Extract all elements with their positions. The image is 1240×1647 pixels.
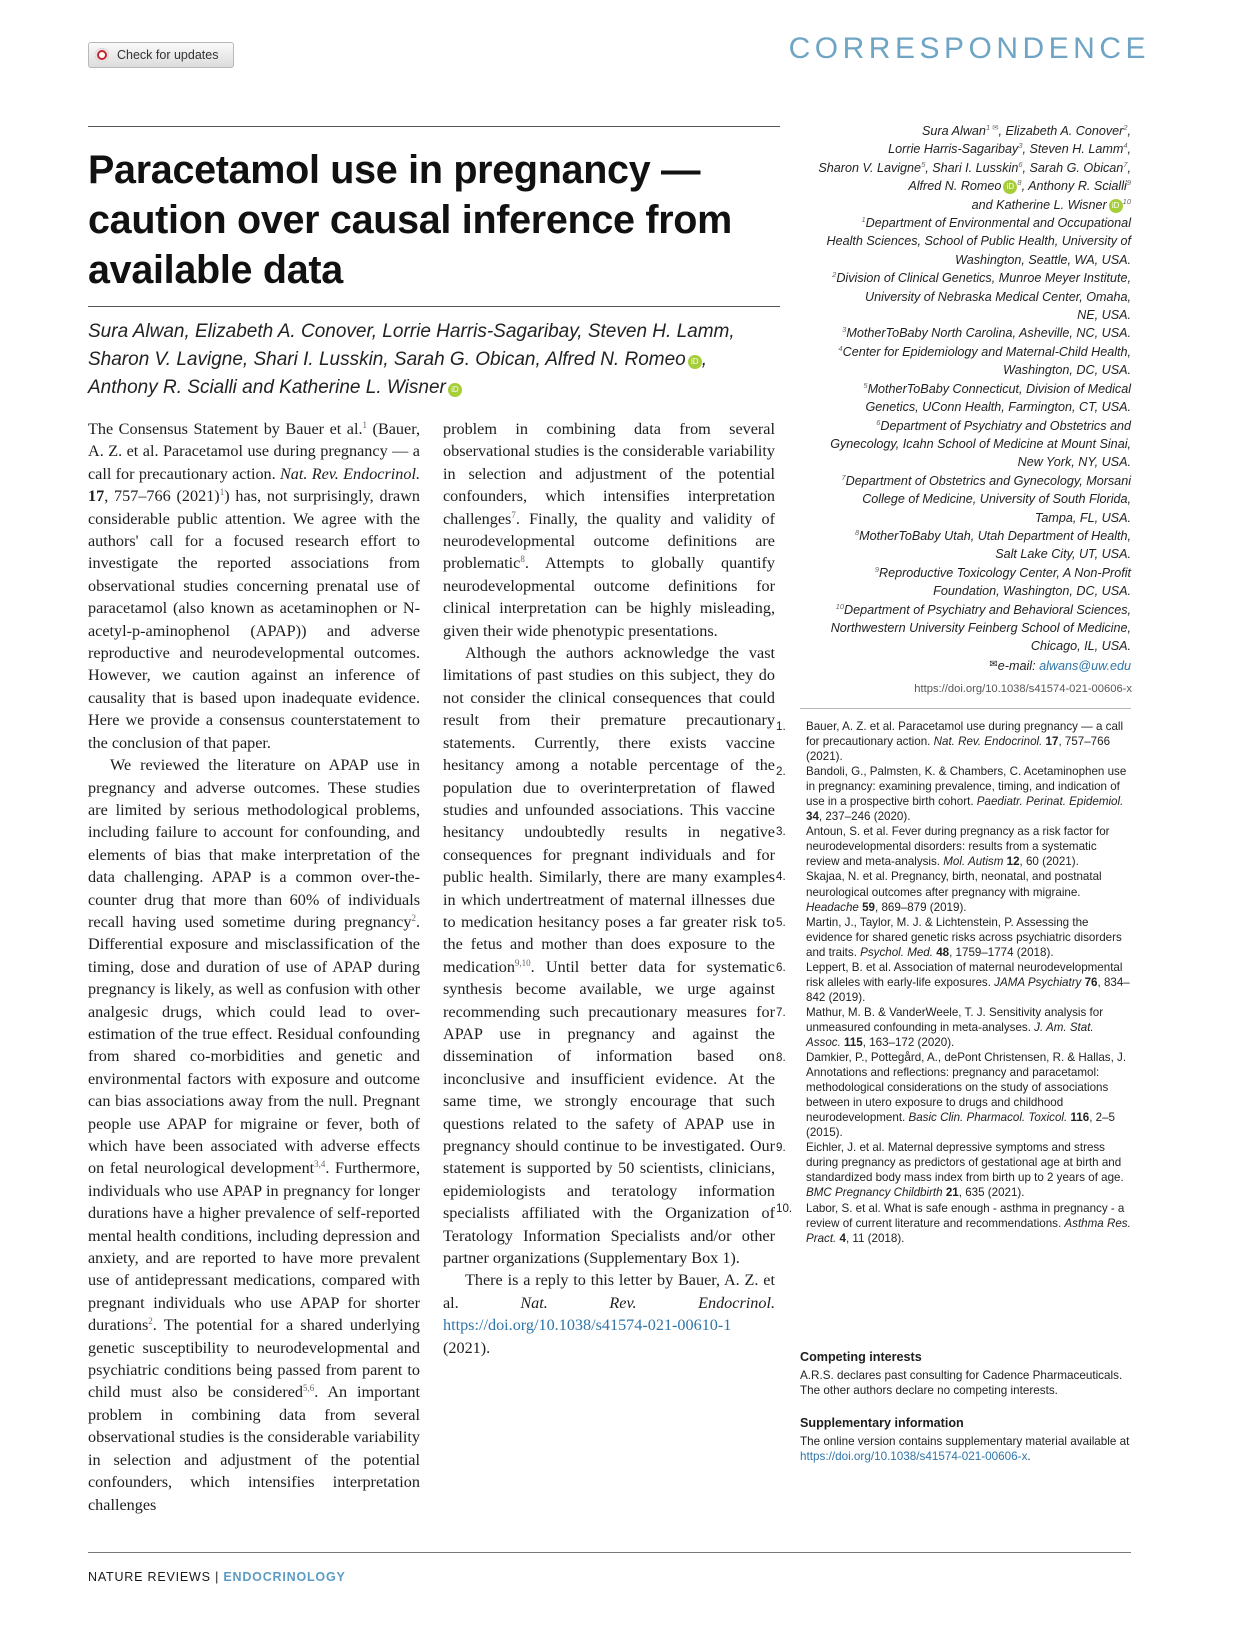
journal-name: Paediatr. Perinat. Epidemiol.	[976, 795, 1124, 809]
text: There is a reply to this letter by Bauer, A. Z. et al.	[443, 1271, 775, 1312]
journal-name: ENDOCRINOLOGY	[223, 1570, 346, 1584]
reference-text	[806, 915, 1131, 960]
affiliation-author-line	[780, 196, 1131, 214]
reference-item	[776, 1140, 1131, 1200]
volume: 21	[945, 1186, 959, 1200]
affiliation-line	[780, 251, 1131, 269]
reference-number: 4.	[776, 870, 786, 884]
volume: 34	[806, 810, 819, 824]
affiliation-line	[780, 398, 1131, 416]
paragraph-3	[443, 642, 775, 1269]
reference-number: 8.	[776, 1051, 786, 1065]
affiliation-number: 9	[874, 564, 879, 574]
affiliation-line	[780, 417, 1131, 435]
affiliation-text: Reproductive Toxicology Center, A Non-Profit	[879, 565, 1131, 580]
text: .	[1027, 1450, 1031, 1464]
affiliation-line	[780, 380, 1131, 398]
affiliation-line	[780, 214, 1131, 232]
author-name: , Sarah G. Obican	[1022, 160, 1124, 175]
title-line: available data	[88, 248, 343, 292]
doi-link[interactable]: https://doi.org/10.1038/s41574-021-00606-x	[914, 683, 1132, 695]
email-link[interactable]: alwans@uw.edu	[1039, 658, 1131, 673]
author-line-text: Anthony R. Scialli and Katherine L. Wisner	[88, 377, 446, 398]
text: The online version contains supplementary material available at	[800, 1435, 1130, 1448]
affiliation-text: College of Medicine, University of South Florida,	[862, 492, 1131, 507]
affiliation-number: 7	[841, 472, 846, 482]
citation[interactable]: 8	[520, 554, 525, 565]
author-name: , Steven H. Lamm	[1022, 142, 1124, 157]
text: , 757–766 (2021)	[104, 487, 220, 506]
text: . Until better data for systematic synthesis become available, we urge against recommending such precautionary measures for APAP use in pregnancy and against the dissemination of information based on inconclusive and insufficient evidence. At the same time, we strongly encourage that such questions related to the safety of APAP use in pregnancy should continue to be investigated. Our statement is supported by 50 scientists, clinicians, epidemiologists and teratology information specialists affiliated with the Organization of Teratology Information Specialists and/or other partner organizations (Supplementary Box 1).	[443, 957, 775, 1268]
text: , 834–842 (2019).	[806, 975, 1130, 1004]
affiliation-number[interactable]: 6	[1018, 159, 1023, 169]
separator: |	[210, 1570, 224, 1584]
affiliation-line	[780, 288, 1131, 306]
affiliation-number: 1	[861, 215, 866, 225]
supplementary-heading: Supplementary information	[800, 1416, 964, 1430]
reference-text	[806, 719, 1131, 764]
reference-list	[776, 719, 1131, 1246]
reference-number: 1.	[776, 720, 786, 733]
text: . Attempts to globally quantify neurodevelopmental outcome definitions for clinical interpretation can be highly misleading, given their wide phenotypic presentations.	[443, 554, 775, 640]
affiliation-text: Northwestern University Feinberg School of Medicine,	[830, 620, 1131, 635]
reference-text	[806, 1201, 1131, 1246]
affiliation-line	[780, 269, 1131, 287]
orcid-icon[interactable]: iD	[1003, 180, 1017, 194]
affiliation-author-line	[780, 140, 1131, 158]
reference-item	[776, 960, 1131, 1005]
text: , 163–172 (2020).	[862, 1035, 955, 1049]
title-bottom-rule	[88, 306, 780, 307]
volume: 116	[1070, 1111, 1090, 1125]
text: . Finally, the quality and validity of neurodevelopmental outcome definitions are problematic	[443, 509, 775, 573]
journal-name: Headache	[806, 900, 859, 914]
text: (2021).	[443, 1338, 491, 1357]
citation[interactable]: 2	[411, 912, 416, 923]
author-line-end: ,	[701, 349, 708, 370]
affiliation-text: Department of Obstetrics and Gynecology, Morsani	[845, 473, 1131, 488]
reference-number: 6.	[776, 960, 786, 974]
author-line	[88, 374, 788, 402]
text: , 11 (2018).	[845, 1231, 905, 1245]
author-name: Sura Alwan	[922, 124, 986, 138]
volume: 17	[88, 487, 105, 506]
reference-item	[776, 1050, 1131, 1140]
paragraph-2-continued	[443, 418, 775, 642]
affiliation-text: Gynecology, Icahn School of Medicine at Mount Sinai,	[830, 436, 1131, 451]
affiliation-text: Department of Psychiatry and Behavioral Sciences,	[844, 602, 1131, 617]
citation[interactable]: 3,4	[314, 1159, 326, 1170]
text: . The potential for a shared underlying genetic susceptibility to neurodevelopmental and psychiatric conditions being passed from parent to child must also be considered	[88, 1316, 420, 1402]
email-line	[780, 656, 1131, 675]
orcid-icon[interactable]: iD	[1109, 199, 1123, 213]
volume: 17	[1045, 735, 1059, 749]
reference-item	[776, 719, 1131, 764]
affiliation-line	[780, 564, 1131, 582]
reference-item	[776, 1005, 1131, 1050]
text: Leppert, B. et al. Association of maternal neurodevelopmental risk alleles with early-life exposures.	[806, 960, 1123, 989]
affiliation-line	[780, 637, 1131, 655]
email-label: e-mail:	[997, 658, 1040, 673]
author-name: ,	[1127, 142, 1131, 157]
affiliation-text: NE, USA.	[1077, 308, 1131, 323]
affiliation-text: Chicago, IL, USA.	[1030, 639, 1131, 654]
author-name: , Elizabeth A. Conover	[998, 124, 1124, 138]
affiliation-author-line	[780, 177, 1131, 195]
check-for-updates-button[interactable]	[88, 42, 234, 68]
affiliation-line	[780, 343, 1131, 361]
body-column-1	[88, 418, 421, 1514]
journal-name: Nat. Rev. Endocrinol.	[280, 464, 421, 483]
volume: 12	[1006, 855, 1020, 869]
paragraph-1	[88, 418, 420, 754]
affiliation-line	[780, 472, 1131, 490]
text: , 869–879 (2019).	[875, 900, 967, 914]
publisher-name: NATURE REVIEWS	[88, 1570, 211, 1584]
journal-name: JAMA Psychiatry	[994, 975, 1082, 989]
reference-item	[776, 764, 1131, 824]
text: , 1759–1774 (2018).	[949, 945, 1054, 959]
reference-item	[776, 1201, 1131, 1246]
text: Skajaa, N. et al. Pregnancy, birth, neonatal, and postnatal neurological outcomes after pregnancy with migraine.	[806, 870, 1102, 899]
affiliation-author-line	[780, 159, 1131, 177]
affiliation-text: Washington, Seattle, WA, USA.	[955, 252, 1131, 267]
volume: 76	[1084, 975, 1098, 989]
text: . Differential exposure and misclassification of the timing, dose and duration of use of APAP during pregnancy is likely, as well as confusion with other analgesic drugs, which could lead to over-estimation of the true effect. Residual confounding from shared co-morbidities and genetic and environmental factors with exposure and outcome can bias associations away from the null. Pregnant people use APAP for migraine or fever, both of which have been associated with adverse effects on fetal neurological development	[88, 912, 420, 1178]
affiliation-number: 5	[863, 380, 868, 390]
affiliation-line	[780, 527, 1131, 545]
orcid-icon[interactable]: iD	[688, 355, 702, 369]
affiliation-number: 3	[842, 325, 847, 335]
text: We reviewed the literature on APAP use in pregnancy and adverse outcomes. These studies are limited by serious methodological problems, including failure to account for confounding, and elements of bias that make interpretation of the data challenging. APAP is a common over-the-counter drug that more than 60% of individuals recall having used sometime during pregnancy	[88, 756, 420, 931]
reference-item	[776, 869, 1131, 914]
affiliation-text: Salt Lake City, UT, USA.	[995, 547, 1131, 562]
affiliation-line	[780, 582, 1131, 600]
affiliation-author-line	[780, 122, 1131, 140]
text: Bandoli, G., Palmsten, K. & Chambers, C. Acetaminophen use in pregnancy: examining prevalence, timing, and indication of use in a prospective birth cohort.	[806, 765, 1127, 809]
affiliation-number[interactable]: 3	[1018, 141, 1023, 151]
text: Labor, S. et al. What is safe enough - asthma in pregnancy - a review of current literature and recommendations.	[806, 1201, 1125, 1230]
citation[interactable]: 9,10	[514, 957, 531, 968]
reply-link[interactable]: https://doi.org/10.1038/s41574-021-00610-1	[443, 1316, 732, 1335]
supplementary-text	[800, 1434, 1140, 1464]
journal-name: Psychol. Med.	[860, 945, 933, 959]
affiliation-text: Division of Clinical Genetics, Munroe Meyer Institute,	[836, 271, 1131, 286]
reference-number: 5.	[776, 915, 786, 929]
affiliation-number: 8	[854, 527, 860, 537]
affiliation-text: MotherToBaby North Carolina, Asheville, NC, USA.	[846, 326, 1131, 341]
journal-name: Mol. Autism	[943, 855, 1004, 869]
reference-text	[806, 960, 1131, 1005]
footer-rule	[88, 1552, 1131, 1553]
text: problem in combining data from several observational studies is the considerable variability in selection and adjustment of the potential confounders, which intensifies interpretation challenges	[443, 420, 775, 528]
article-title	[88, 145, 788, 295]
author-name: and Katherine L. Wisner	[971, 197, 1107, 212]
author-list	[88, 318, 788, 402]
reference-text	[806, 1005, 1131, 1050]
affiliation-line	[780, 490, 1131, 508]
volume: 115	[844, 1035, 863, 1049]
reference-text	[806, 824, 1131, 869]
affiliation-text: Department of Environmental and Occupational	[865, 216, 1131, 231]
affiliation-text: Department of Psychiatry and Obstetrics and	[880, 418, 1131, 433]
text: . Furthermore, individuals who use APAP in pregnancy for longer durations have a higher prevalence of self-reported mental health conditions, including depression and anxiety, and are reported to have more prevalent use of antidepressant medications, compared with pregnant individuals who use APAP for shorter durations	[88, 1159, 420, 1335]
affiliation-text: MotherToBaby Connecticut, Division of Medical	[867, 381, 1131, 396]
text: . An important problem in combining data from several observational studies is the considerable variability in selection and adjustment of the potential confounders, which intensifies interpretation challenges	[88, 1383, 420, 1514]
check-for-updates-label: Check for updates	[117, 48, 219, 62]
affiliation-number[interactable]: 7	[1123, 159, 1128, 169]
text: The Consensus Statement by Bauer et al.	[88, 420, 363, 438]
affiliation-number: 6	[876, 417, 881, 427]
affiliation-number[interactable]: 1 ✉	[985, 123, 999, 132]
author-line-text: Sharon V. Lavigne, Shari I. Lusskin, Sarah G. Obican, Alfred N. Romeo	[88, 349, 686, 370]
reference-item	[776, 824, 1131, 869]
text: Antoun, S. et al. Fever during pregnancy as a risk factor for neurodevelopmental disorders: results from a systematic review and meta-analysis.	[806, 825, 1110, 869]
affiliations-block	[780, 122, 1131, 675]
supplementary-link[interactable]: https://doi.org/10.1038/s41574-021-00606-x	[800, 1450, 1028, 1464]
orcid-icon[interactable]: iD	[448, 383, 462, 397]
affiliation-number: 2	[832, 270, 837, 280]
affiliation-text: MotherToBaby Utah, Utah Department of Health,	[859, 528, 1131, 543]
affiliation-number[interactable]: 10	[1122, 196, 1131, 206]
affiliation-line	[780, 453, 1131, 471]
text: Although the authors acknowledge the vast limitations of past studies on this subject, they do not consider the clinical consequences that could result from their premature precautionary statements. Currently, there exists vaccine hesitancy among a notable percentage of the population due to overinterpretation of flawed studies and unfounded associations. This vaccine hesitancy undoubtedly results in negative consequences for pregnant individuals and for public health. Similarly, there are many examples in which undertreatment of maternal illnesses due to medication hesitancy poses a far greater risk to the fetus and mother than does exposure to the medication	[443, 644, 775, 976]
text: Martin, J., Taylor, M. J. & Lichtenstein, P. Assessing the evidence for shared genetic risks across psychiatric disorders and traits.	[806, 915, 1122, 959]
reference-number: 7.	[776, 1005, 786, 1019]
affiliation-text: New York, NY, USA.	[1017, 455, 1131, 470]
volume: 59	[862, 900, 875, 914]
affiliation-number[interactable]: 5	[921, 159, 926, 169]
affiliation-line	[780, 619, 1131, 637]
affiliation-number: 4	[838, 343, 843, 353]
affiliation-line	[780, 361, 1131, 379]
affiliation-text: Genetics, UConn Health, Farmington, CT, USA.	[865, 400, 1131, 415]
footer	[88, 1570, 346, 1584]
envelope-icon: ✉	[989, 658, 998, 670]
reference-number: 10.	[776, 1201, 793, 1215]
affiliation-number[interactable]: 8	[1017, 178, 1022, 188]
reference-text	[806, 1140, 1131, 1200]
text: , 757–766 (2021).	[806, 735, 1111, 764]
reference-text	[806, 869, 1131, 914]
affiliation-number[interactable]: 9	[1126, 178, 1131, 188]
affiliation-text: University of Nebraska Medical Center, Omaha,	[865, 289, 1131, 304]
journal-name: Basic Clin. Pharmacol. Toxicol.	[908, 1111, 1068, 1125]
reference-number: 3.	[776, 825, 786, 839]
reference-item	[776, 915, 1131, 960]
text: Mathur, M. B. & VanderWeele, T. J. Sensitivity analysis for unmeasured confounding in meta-analyses.	[806, 1005, 1104, 1034]
author-name: ,	[1127, 124, 1131, 138]
references-rule	[800, 708, 1131, 709]
author-name: ,	[1127, 160, 1131, 175]
paragraph-4	[443, 1269, 775, 1359]
volume: 48	[936, 945, 950, 959]
competing-interests-text: A.R.S. declares past consulting for Cadence Pharmaceuticals. The other authors declare no competing interests.	[800, 1369, 1123, 1398]
citation[interactable]: 1	[219, 487, 225, 498]
author-line	[88, 346, 788, 374]
affiliation-text: Foundation, Washington, DC, USA.	[933, 584, 1131, 599]
title-line: caution over causal inference from	[88, 198, 732, 242]
affiliation-line	[780, 601, 1131, 619]
volume: 4	[839, 1231, 846, 1245]
affiliation-line	[780, 509, 1131, 527]
journal-name: Asthma Res. Pract.	[806, 1216, 1131, 1245]
citation[interactable]: 1	[362, 420, 368, 430]
journal-name: Nat. Rev. Endocrinol.	[933, 735, 1043, 749]
citation[interactable]: 5,6	[303, 1383, 315, 1394]
citation[interactable]: 7	[511, 509, 516, 520]
reference-text	[806, 1050, 1131, 1140]
text: (Bauer, A. Z. et al. Paracetamol use during pregnancy — a call for precautionary action.	[88, 420, 420, 483]
affiliation-line	[780, 545, 1131, 563]
affiliation-text: Tampa, FL, USA.	[1034, 510, 1131, 525]
reference-number: 2.	[776, 765, 786, 779]
text: Damkier, P., Pottegård, A., dePont Christensen, R. & Hallas, J. Annotations and reflections: pregnancy and paracetamol: methodological considerations on the study of associations between in utero exposure to drugs and childhood neurodevelopment.	[806, 1051, 1127, 1125]
affiliation-number: 10	[835, 601, 844, 611]
author-name: Lorrie Harris-Sagaribay	[888, 142, 1019, 157]
section-label: CORRESPONDENCE	[788, 32, 1150, 65]
text: Bauer, A. Z. et al. Paracetamol use during pregnancy — a call for precautionary action.	[806, 720, 1124, 749]
affiliation-text: Health Sciences, School of Public Health, University of	[826, 234, 1131, 249]
journal-name: J. Am. Stat. Assoc.	[806, 1020, 1094, 1049]
reference-text	[806, 764, 1131, 824]
text: , 2–5 (2015).	[806, 1111, 1115, 1140]
affiliation-number[interactable]: 4	[1123, 141, 1128, 151]
author-name: Sharon V. Lavigne	[818, 160, 922, 175]
affiliation-text: Center for Epidemiology and Maternal-Child Health,	[842, 344, 1131, 359]
affiliation-line	[780, 232, 1131, 250]
citation[interactable]: 2	[148, 1316, 153, 1327]
author-line: Sura Alwan, Elizabeth A. Conover, Lorrie Harris-Sagaribay, Steven H. Lamm,	[88, 321, 735, 342]
author-name: , Anthony R. Scialli	[1021, 179, 1127, 194]
body-column-2	[443, 418, 775, 1359]
affiliation-line	[780, 324, 1131, 342]
text: , 635 (2021).	[958, 1186, 1025, 1200]
text: , 237–246 (2020).	[818, 810, 911, 824]
affiliation-number[interactable]: 2	[1123, 123, 1128, 132]
text: Eichler, J. et al. Maternal depressive symptoms and stress during pregnancy as predictors of gestational age at birth and standardized body mass index from birth up to 2 years of age.	[806, 1141, 1124, 1185]
journal-name: BMC Pregnancy Childbirth	[806, 1186, 943, 1200]
affiliation-line	[780, 306, 1131, 324]
text: , 60 (2021).	[1019, 855, 1079, 869]
title-top-rule	[88, 126, 780, 127]
paragraph-2	[88, 754, 420, 1516]
affiliation-text: Washington, DC, USA.	[1003, 363, 1131, 378]
author-name: Alfred N. Romeo	[908, 179, 1002, 194]
title-line: Paracetamol use in pregnancy —	[88, 148, 701, 192]
competing-interests-heading: Competing interests	[800, 1350, 922, 1364]
reference-number: 9.	[776, 1141, 786, 1155]
affiliation-line	[780, 435, 1131, 453]
text: ) has, not surprisingly, drawn considerable public attention. We agree with the authors' call for a focused research effort to investigate the reported associations from observational studies concerning prenatal use of paracetamol (also known as acetaminophen or N-acetyl-p-aminophenol (APAP)) and adverse reproductive and neurodevelopmental outcomes. However, we caution against an inference of causality that is based upon inadequate evidence. Here we provide a consensus counterstatement to the conclusion of that paper.	[88, 487, 420, 752]
author-name: , Shari I. Lusskin	[925, 160, 1019, 175]
journal-name: Nat. Rev. Endocrinol.	[520, 1293, 775, 1312]
crossmark-icon	[95, 48, 109, 62]
